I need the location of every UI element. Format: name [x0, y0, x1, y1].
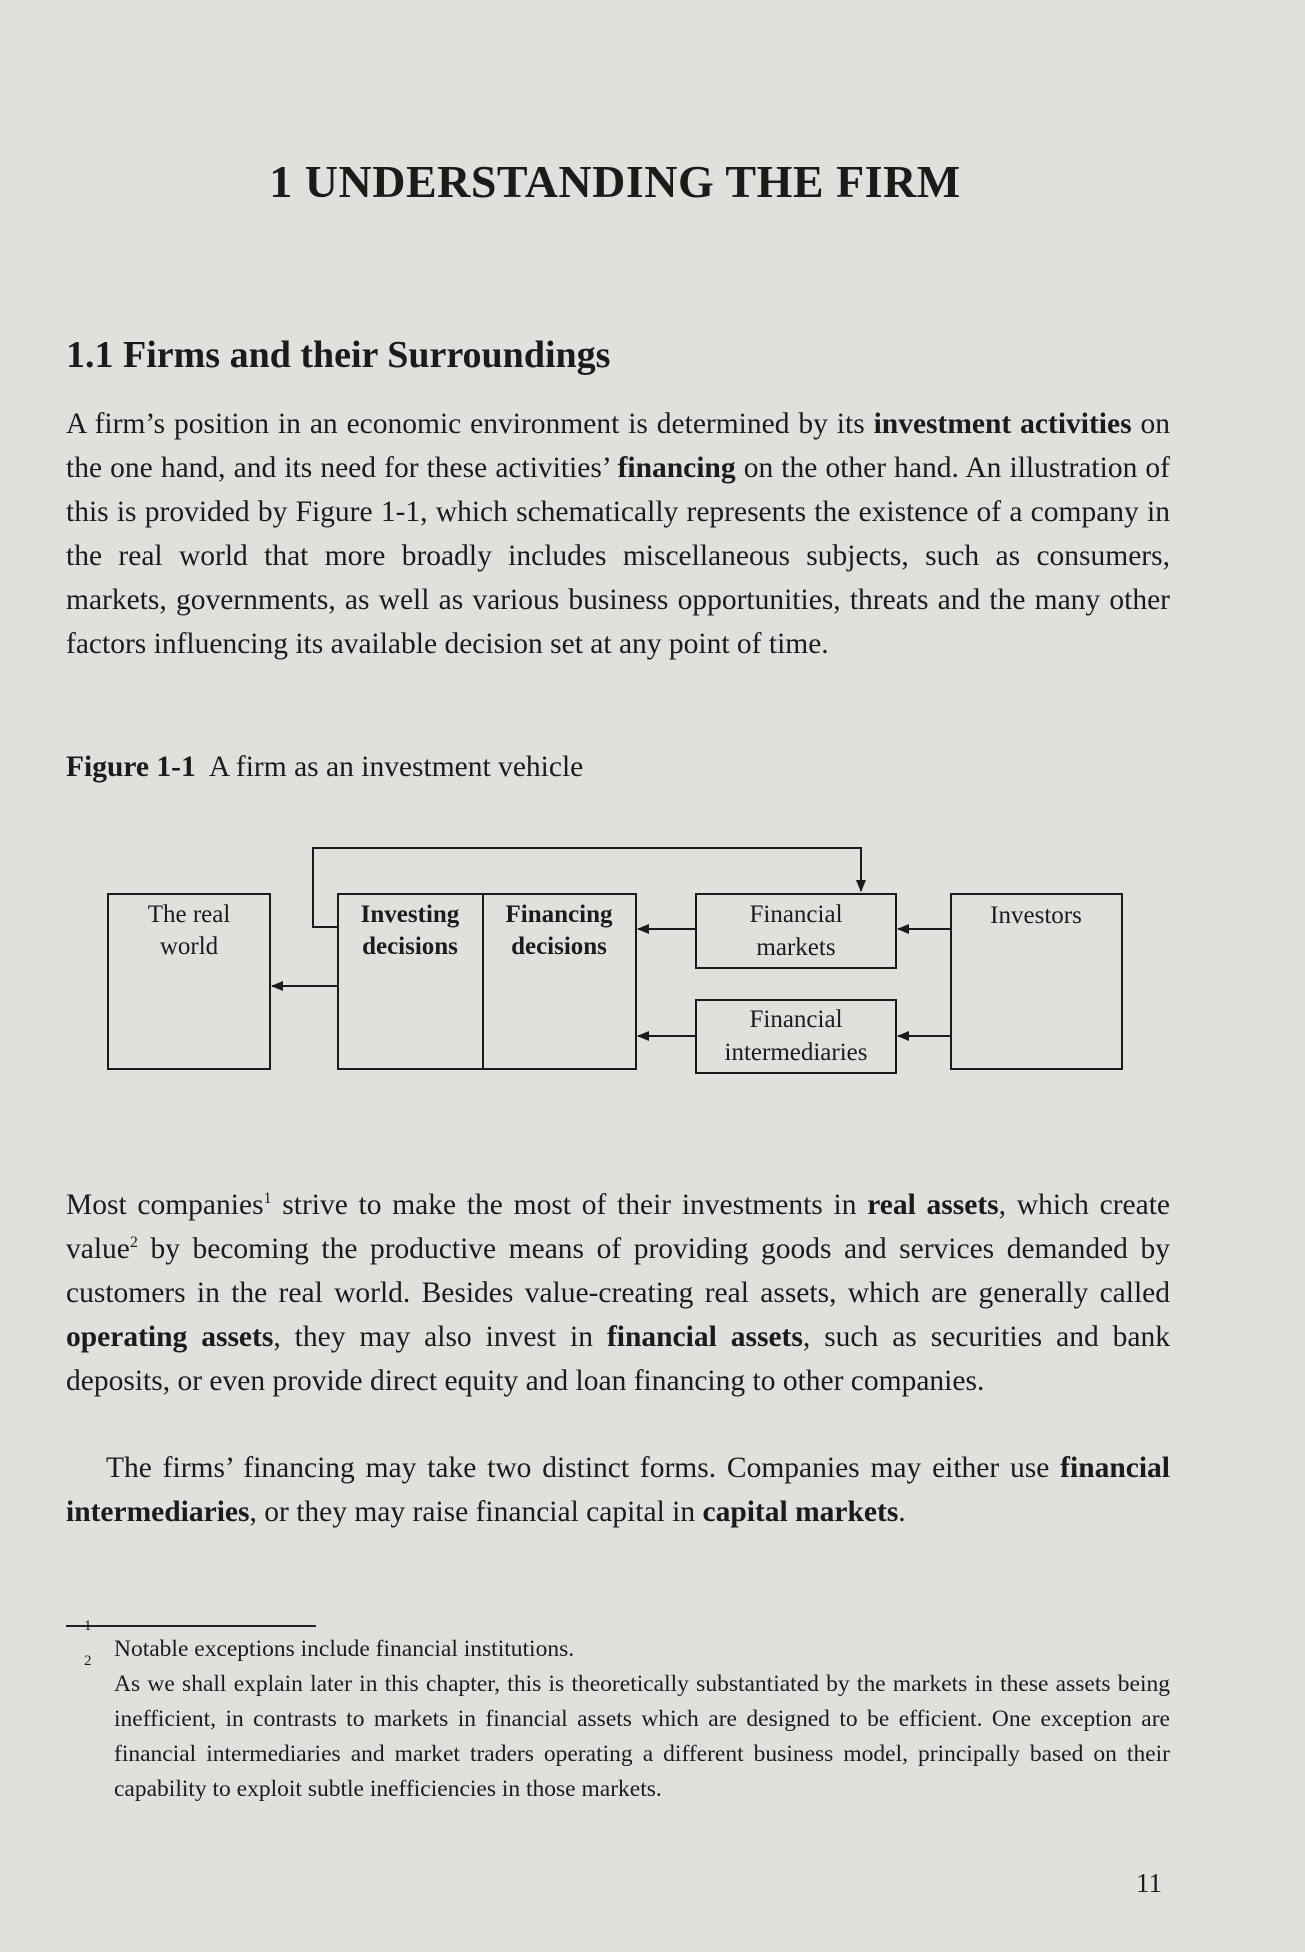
footnote-1 [66, 1632, 1170, 1667]
bold-term: real assets [867, 1189, 999, 1221]
paragraph-3 [66, 1446, 1170, 1534]
box-label: Financial [749, 901, 843, 928]
bold-term: financing [617, 452, 736, 484]
text-run: , they may also invest in [273, 1321, 607, 1353]
box-label: world [159, 933, 219, 960]
box-label: decisions [362, 933, 458, 960]
page-number: 11 [1136, 1868, 1162, 1898]
box-label: Financing [505, 901, 613, 928]
footnote-text: As we shall explain later in this chapter, this is theoretically substantiated by the markets in these assets being inefficient, in contrasts to markets in financial assets which are designed to be efficient. One exception are financial intermediaries and market traders operating a different business model, principally based on their capability to exploit subtle inefficiencies in those markets. [114, 1671, 1170, 1802]
text-run: strive to make the most of their investments in [271, 1189, 868, 1221]
footnote-divider [66, 1625, 316, 1627]
text-run: Most companies [66, 1189, 264, 1221]
bold-term: capital markets [702, 1496, 899, 1528]
text-run: on the other hand. An illustration of this is provided by Figure 1-1, which schematically represents the existence of a company in the real world that more broadly includes miscellaneous subjects, such as consumers, markets, governments, as well as various business opportunities, threats and the many other factors influencing its available decision set at any point of time. [66, 452, 1170, 660]
text-run: on the one hand, and its need for these activities’ [66, 408, 1170, 484]
text-run: , which create value [66, 1189, 1170, 1265]
footnote-ref[interactable]: 2 [129, 1234, 138, 1252]
figure-caption-text: A firm as an investment vehicle [208, 751, 584, 783]
paragraph-2 [66, 1183, 1170, 1403]
bold-term: financial assets [606, 1321, 803, 1353]
box-label: Investors [990, 902, 1082, 929]
footnote-ref[interactable]: 1 [263, 1190, 272, 1208]
text-run: by becoming the productive means of providing goods and services demanded by customers in the real world. Besides value-creating real assets, which are generally called [66, 1233, 1170, 1309]
footnotes [66, 1632, 1170, 1807]
text-run: . [898, 1496, 906, 1528]
box-label: decisions [511, 933, 607, 960]
box-label: The real [147, 901, 231, 928]
box-label: Financial [749, 1006, 843, 1033]
box-label: markets [756, 934, 836, 961]
text-run: A firm’s position in an economic environment is determined by its [66, 408, 874, 440]
footnote-2: 2 As we shall explain later in this chapter, this is theoretically substantiated by the markets in these assets being inefficient, in contrasts to markets in financial assets which are designed to be efficient. One exception are financial intermediaries and market traders operating a different business model, principally based on their capability to exploit subtle inefficiencies in those markets. [84, 1653, 1170, 1802]
bold-term: investment activities [873, 408, 1132, 440]
box-label: intermediaries [724, 1039, 868, 1066]
section-title: 1.1 Firms and their Surroundings [66, 334, 611, 376]
box-label: Investing [360, 901, 460, 928]
figure-number: Figure 1-1 [66, 751, 196, 783]
footnote-text: Notable exceptions include financial institutions. [114, 1636, 575, 1662]
text-run: , or they may raise financial capital in [249, 1496, 703, 1528]
bold-term: financial intermediaries [66, 1452, 1170, 1528]
chapter-title: 1 UNDERSTANDING THE FIRM [269, 156, 961, 207]
text-run: The firms’ financing may take two distinct forms. Companies may either use [106, 1452, 1061, 1484]
bold-term: operating assets [66, 1321, 274, 1353]
text-run: , such as securities and bank deposits, or even provide direct equity and loan financing to other companies. [66, 1321, 1170, 1397]
